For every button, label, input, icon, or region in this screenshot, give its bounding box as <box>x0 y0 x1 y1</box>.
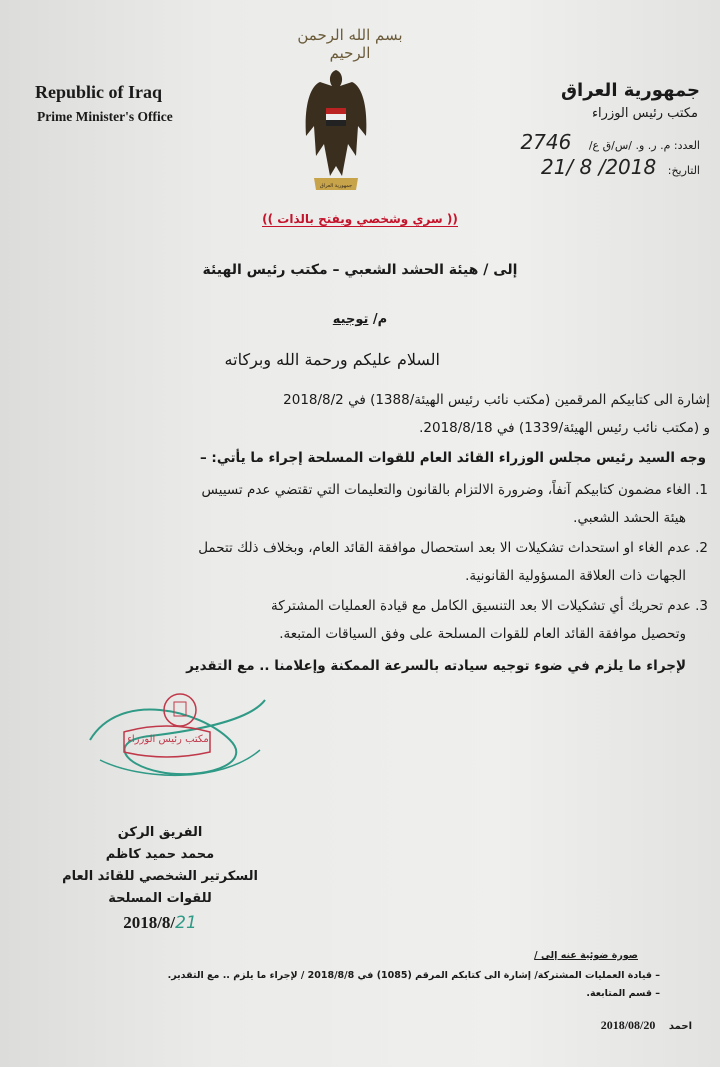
date-value: 21/ 8 /2018 <box>540 155 657 179</box>
emblem-text: جمهورية العراق <box>319 183 353 189</box>
signatory-title-1: السكرتير الشخصي للقائد العام <box>62 869 258 884</box>
ar-title: جمهورية العراق <box>560 80 700 101</box>
subject: م/ توجيه <box>332 312 388 327</box>
classification: (( سري وشخصي ويفتح بالذات )) <box>262 212 458 226</box>
signature-date: 2018/8/21 <box>123 913 197 933</box>
signatory-title-2: للقوات المسلحة <box>108 891 212 906</box>
signatory-name: محمد حميد كاظم <box>105 847 215 862</box>
item-3-line-1: 3. عدم تحريك أي تشكيلات الا بعد التنسيق الكامل مع قيادة العمليات المشتركة <box>270 598 708 614</box>
greeting: السلام عليكم ورحمة الله وبركاته <box>224 350 440 369</box>
document-date <box>541 155 700 179</box>
item-2-line-1: 2. عدم الغاء او استحداث تشكيلات الا بعد استحصال موافقة القائد العام، وبخلاف ذلك تتحمل <box>198 540 708 556</box>
basmala: بسم الله الرحمن الرحيم <box>297 26 403 62</box>
cc-item-1: – قيادة العمليات المشتركة/ إشارة الى كتابكم المرقم (1085) في 2018/8/8 / لإجراء ما يلزم .. مع التقدير. <box>167 970 660 981</box>
en-title: Republic of Iraq <box>35 82 163 102</box>
item-1-line-1: 1. الغاء مضمون كتابيكم آنفاً، وضرورة الالتزام بالقانون والتعليمات التي تقتضي عدم تسييس <box>201 482 708 498</box>
en-subtitle: Prime Minister's Office <box>37 109 173 124</box>
ar-subtitle: مكتب رئيس الوزراء <box>591 106 698 121</box>
eagle-emblem-icon <box>300 66 372 206</box>
number-value: 2746 <box>520 130 572 154</box>
closing: لإجراء ما يلزم في ضوء توجيه سيادته بالسرعة الممكنة وإعلامنا .. مع التقدير <box>186 658 686 674</box>
stamp-text: مكتب رئيس الوزراء <box>127 734 209 745</box>
reference-number <box>520 130 700 154</box>
office-stamp <box>118 690 214 762</box>
cc-item-2: – قسم المتابعة. <box>586 988 660 999</box>
date-label: التاريخ: <box>667 164 700 177</box>
item-2-line-2: الجهات ذات العلاقة المسؤولية القانونية. <box>465 568 686 584</box>
signatory-rank: الفريق الركن <box>117 825 203 840</box>
footer-initials: احمد <box>668 1021 692 1032</box>
signature-block <box>60 822 260 934</box>
cc-heading: صورة ضوئية عنه إلى / <box>534 950 638 961</box>
footer-date: 2018/08/20 <box>600 1018 656 1032</box>
item-1-line-2: هيئة الحشد الشعبي. <box>573 510 686 526</box>
reference-line-2: و (مكتب نائب رئيس الهيئة/1339) في 2018/8/18. <box>419 420 710 436</box>
directive: وجه السيد رئيس مجلس الوزراء القائد العام للقوات المسلحة إجراء ما يأتي: – <box>199 450 706 466</box>
footer <box>601 1018 692 1033</box>
number-label: العدد: م. ر. و. /س/ق ع/ <box>588 139 700 152</box>
item-3-line-2: وتحصيل موافقة القائد العام للقوات المسلحة على وفق السياقات المتبعة. <box>279 626 686 642</box>
reference-line-1: إشارة الى كتابيكم المرقمين (مكتب نائب رئيس الهيئة/1388) في 2018/8/2 <box>283 392 710 408</box>
recipient: إلى / هيئة الحشد الشعبي – مكتب رئيس الهيئة <box>202 262 518 278</box>
